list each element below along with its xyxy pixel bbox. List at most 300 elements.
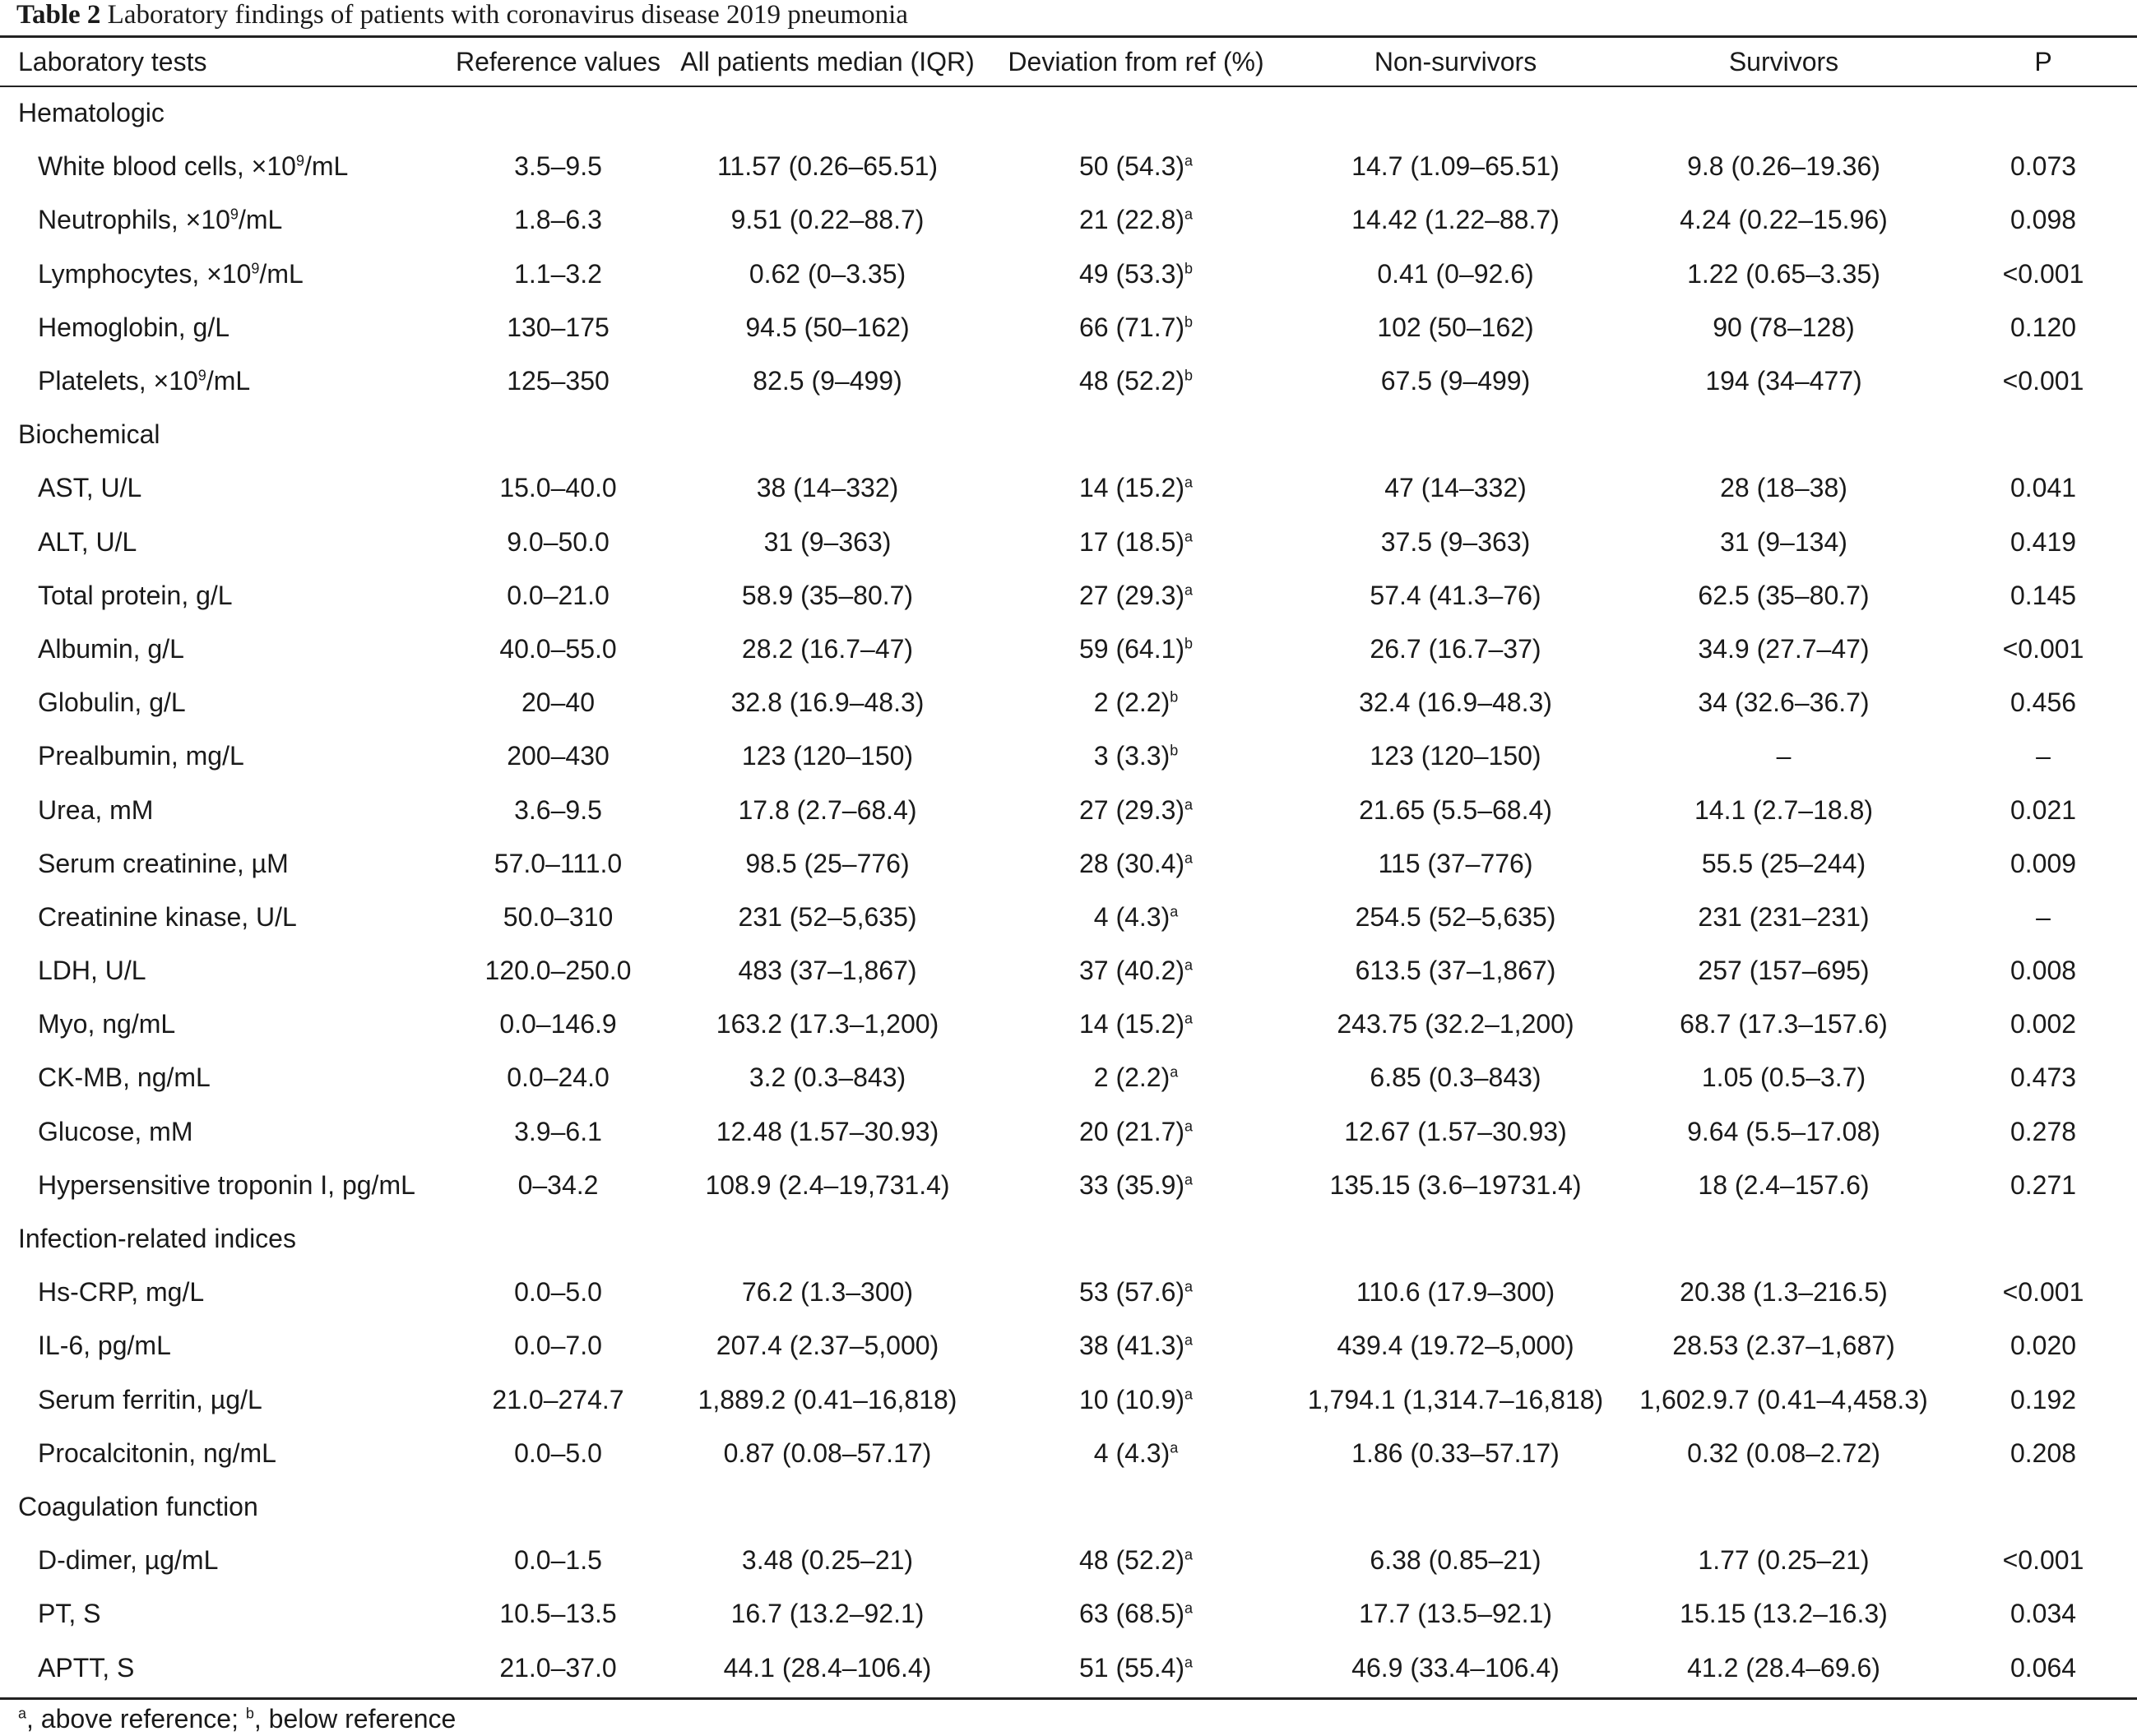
empty-cell [1949, 1480, 2137, 1534]
reference-value-cell: 0.0–146.9 [499, 1009, 617, 1039]
deviation-value: 17 (18.5) [1078, 526, 1185, 557]
deviation-cell [979, 461, 1293, 515]
non-survivors-cell: 123 (120–150) [1370, 741, 1541, 771]
all-patients-cell: 17.8 (2.7–68.4) [738, 794, 917, 825]
table-row [0, 354, 2137, 408]
deviation-flag: a [1184, 1546, 1194, 1563]
deviation-cell [979, 1319, 1293, 1373]
p-value-cell: 0.456 [2010, 687, 2077, 718]
test-name: Myo, ng/mL [38, 1009, 176, 1039]
p-value-cell: 0.008 [2010, 956, 2077, 986]
section-label: Coagulation function [18, 1491, 258, 1521]
deviation-value: 14 (15.2) [1078, 1009, 1185, 1039]
empty-cell [440, 408, 676, 461]
non-survivors-cell: 6.85 (0.3–843) [1370, 1062, 1541, 1093]
test-name: Creatinine kinase, U/L [38, 901, 297, 932]
test-name-cell [0, 354, 440, 408]
table-row [0, 516, 2137, 569]
survivors-cell: 68.7 (17.3–157.6) [1680, 1009, 1888, 1039]
footnote-mark-a: a [18, 1705, 27, 1722]
deviation-value: 33 (35.9) [1078, 1169, 1185, 1200]
non-survivors-cell: 26.7 (16.7–37) [1370, 633, 1541, 664]
deviation-cell [979, 623, 1293, 676]
deviation-value: 48 (52.2) [1078, 1545, 1185, 1576]
test-name-cell [0, 516, 440, 569]
non-survivors-cell: 57.4 (41.3–76) [1370, 580, 1541, 610]
test-name: Total protein, g/L [38, 580, 233, 610]
header-p-value: P [2034, 46, 2052, 76]
deviation-cell [979, 1427, 1293, 1480]
non-survivors-cell: 14.42 (1.22–88.7) [1351, 205, 1560, 235]
deviation-value: 50 (54.3) [1078, 151, 1185, 182]
table-row [0, 1319, 2137, 1373]
table-row [0, 193, 2137, 247]
non-survivors-cell: 110.6 (17.9–300) [1356, 1277, 1555, 1308]
reference-value-cell: 9.0–50.0 [507, 526, 610, 557]
deviation-value: 49 (53.3) [1078, 258, 1185, 289]
table-footnote [18, 1702, 456, 1735]
unit-suffix: /mL [238, 205, 283, 235]
empty-cell [1618, 1480, 1949, 1534]
footnote-text-a: , above reference; [26, 1704, 246, 1734]
survivors-cell: 31 (9–134) [1720, 526, 1847, 557]
deviation-cell [979, 301, 1293, 354]
deviation-flag: a [1184, 956, 1194, 974]
section-label: Hematologic [18, 98, 165, 128]
all-patients-cell: 1,889.2 (0.41–16,818) [698, 1384, 957, 1414]
deviation-flag: a [1184, 849, 1194, 867]
reference-value-cell: 3.5–9.5 [514, 151, 602, 182]
survivors-cell: 1,602.9.7 (0.41–4,458.3) [1639, 1384, 1928, 1414]
deviation-flag: a [1184, 527, 1194, 544]
deviation-value: 27 (29.3) [1078, 580, 1185, 610]
deviation-flag: b [1170, 688, 1179, 706]
non-survivors-cell: 439.4 (19.72–5,000) [1337, 1331, 1574, 1361]
p-value-cell: 0.064 [2010, 1652, 2077, 1683]
test-name: PT, S [38, 1599, 101, 1629]
all-patients-cell: 94.5 (50–162) [745, 312, 910, 342]
deviation-flag: a [1184, 1385, 1194, 1402]
test-name-cell [0, 891, 440, 944]
deviation-cell [979, 193, 1293, 247]
footnote-text-b: , below reference [253, 1704, 457, 1734]
table-row [0, 1587, 2137, 1641]
test-name: Serum creatinine, µM [38, 848, 289, 878]
table-row [0, 1051, 2137, 1104]
survivors-cell: – [1776, 741, 1792, 771]
all-patients-cell: 0.62 (0–3.35) [749, 258, 906, 289]
test-name: ALT, U/L [38, 526, 137, 557]
all-patients-cell: 98.5 (25–776) [745, 848, 910, 878]
deviation-flag: b [1184, 260, 1194, 276]
reference-value-cell: 15.0–40.0 [499, 473, 617, 503]
p-value-cell: 0.041 [2010, 473, 2077, 503]
deviation-cell [979, 944, 1293, 998]
deviation-value: 48 (52.2) [1078, 366, 1185, 396]
deviation-cell [979, 1534, 1293, 1587]
empty-cell [1949, 408, 2137, 461]
p-value-cell: 0.278 [2010, 1116, 2077, 1146]
p-value-cell: – [2036, 901, 2051, 932]
unit-suffix: /mL [304, 151, 349, 182]
deviation-value: 27 (29.3) [1078, 794, 1185, 825]
p-value-cell: <0.001 [2002, 258, 2084, 289]
all-patients-cell: 44.1 (28.4–106.4) [723, 1652, 932, 1683]
reference-value-cell: 0.0–5.0 [514, 1277, 602, 1308]
reference-value-cell: 0.0–21.0 [507, 580, 610, 610]
p-value-cell: 0.120 [2010, 312, 2077, 342]
non-survivors-cell: 613.5 (37–1,867) [1355, 956, 1556, 986]
test-name-cell [0, 676, 440, 729]
deviation-flag: a [1170, 1063, 1179, 1081]
test-name-cell [0, 140, 440, 193]
test-name-cell [0, 1587, 440, 1641]
all-patients-cell: 108.9 (2.4–19,731.4) [705, 1169, 950, 1200]
test-name: Hs-CRP, mg/L [38, 1277, 205, 1308]
all-patients-cell: 163.2 (17.3–1,200) [716, 1009, 939, 1039]
test-name-cell [0, 729, 440, 783]
test-name-cell [0, 569, 440, 623]
table-title: Laboratory findings of patients with coronavirus disease 2019 pneumonia [107, 0, 908, 30]
deviation-value: 20 (21.7) [1078, 1116, 1185, 1146]
all-patients-cell: 58.9 (35–80.7) [741, 580, 914, 610]
empty-cell [1618, 408, 1949, 461]
non-survivors-cell: 21.65 (5.5–68.4) [1359, 794, 1552, 825]
survivors-cell: 41.2 (28.4–69.6) [1687, 1652, 1880, 1683]
non-survivors-cell: 0.41 (0–92.6) [1377, 258, 1534, 289]
survivors-cell: 9.8 (0.26–19.36) [1687, 151, 1880, 182]
p-value-cell: <0.001 [2002, 633, 2084, 664]
survivors-cell: 55.5 (25–244) [1701, 848, 1866, 878]
test-name-cell [0, 1266, 440, 1319]
deviation-flag: a [1184, 474, 1194, 491]
test-name: Procalcitonin, ng/mL [38, 1437, 276, 1468]
p-value-cell: – [2036, 741, 2051, 771]
deviation-cell [979, 516, 1293, 569]
survivors-cell: 1.05 (0.5–3.7) [1701, 1062, 1866, 1093]
deviation-flag: b [1184, 367, 1194, 384]
empty-cell [979, 1480, 1293, 1534]
survivors-cell: 28.53 (2.37–1,687) [1672, 1331, 1895, 1361]
table-row [0, 569, 2137, 623]
deviation-cell [979, 1051, 1293, 1104]
footnote-mark-b: b [245, 1705, 254, 1722]
table-row [0, 1373, 2137, 1427]
reference-value-cell: 0.0–1.5 [514, 1545, 602, 1576]
non-survivors-cell: 17.7 (13.5–92.1) [1359, 1599, 1552, 1629]
section-row [0, 86, 2137, 140]
empty-cell [1949, 86, 2137, 140]
table-number: Table 2 [16, 0, 101, 30]
deviation-cell [979, 1266, 1293, 1319]
table-row [0, 1641, 2137, 1694]
test-name-cell [0, 1319, 440, 1373]
all-patients-cell: 11.57 (0.26–65.51) [716, 151, 939, 182]
non-survivors-cell: 67.5 (9–499) [1380, 366, 1531, 396]
header-laboratory-tests: Laboratory tests [18, 46, 207, 76]
reference-value-cell: 0.0–5.0 [514, 1437, 602, 1468]
header-reference-values: Reference values [455, 46, 661, 76]
survivors-cell: 257 (157–695) [1698, 956, 1870, 986]
survivors-cell: 9.64 (5.5–17.08) [1687, 1116, 1880, 1146]
test-name-cell [0, 783, 440, 836]
unit-exponent: 9 [197, 367, 206, 384]
all-patients-cell: 31 (9–363) [763, 526, 892, 557]
deviation-cell [979, 354, 1293, 408]
deviation-flag: a [1184, 1653, 1194, 1670]
deviation-cell [979, 1105, 1293, 1159]
test-name: Lymphocytes, ×10 [38, 258, 252, 289]
test-name-cell [0, 248, 440, 301]
non-survivors-cell: 102 (50–162) [1377, 312, 1534, 342]
all-patients-cell: 32.8 (16.9–48.3) [730, 687, 925, 718]
non-survivors-cell: 37.5 (9–363) [1380, 526, 1531, 557]
table-row [0, 1105, 2137, 1159]
deviation-flag: a [1184, 795, 1194, 812]
all-patients-cell: 9.51 (0.22–88.7) [730, 205, 925, 235]
survivors-cell: 18 (2.4–157.6) [1698, 1169, 1870, 1200]
test-name-cell [0, 1641, 440, 1694]
survivors-cell: 1.77 (0.25–21) [1698, 1545, 1870, 1576]
non-survivors-cell: 46.9 (33.4–106.4) [1351, 1652, 1560, 1683]
non-survivors-cell: 14.7 (1.09–65.51) [1351, 151, 1560, 182]
test-name-cell [0, 998, 440, 1051]
survivors-cell: 28 (18–38) [1720, 473, 1847, 503]
deviation-value: 2 (2.2) [1093, 1062, 1170, 1093]
test-name-cell [0, 1534, 440, 1587]
table-row [0, 837, 2137, 891]
header-survivors: Survivors [1728, 46, 1839, 76]
deviation-value: 66 (71.7) [1078, 312, 1185, 342]
test-name-cell [0, 193, 440, 247]
test-name-cell [0, 837, 440, 891]
test-name: Urea, mM [38, 794, 154, 825]
reference-value-cell: 3.9–6.1 [514, 1116, 602, 1146]
reference-value-cell: 40.0–55.0 [499, 633, 617, 664]
test-name: Prealbumin, mg/L [38, 741, 244, 771]
reference-value-cell: 200–430 [507, 741, 610, 771]
table-row [0, 998, 2137, 1051]
all-patients-cell: 76.2 (1.3–300) [741, 1277, 914, 1308]
deviation-cell [979, 783, 1293, 836]
deviation-flag: a [1184, 581, 1194, 599]
table-row [0, 1159, 2137, 1212]
p-value-cell: 0.473 [2010, 1062, 2077, 1093]
reference-value-cell: 1.8–6.3 [514, 205, 602, 235]
header-all-patients: All patients median (IQR) [680, 46, 975, 76]
deviation-flag: a [1184, 1331, 1194, 1349]
table-row [0, 729, 2137, 783]
header-deviation: Deviation from ref (%) [1008, 46, 1264, 76]
section-label: Biochemical [18, 419, 160, 450]
deviation-value: 10 (10.9) [1078, 1384, 1185, 1414]
section-label: Infection-related indices [18, 1224, 296, 1254]
deviation-cell [979, 1373, 1293, 1427]
deviation-flag: a [1184, 1010, 1194, 1027]
all-patients-cell: 16.7 (13.2–92.1) [730, 1599, 925, 1629]
deviation-value: 2 (2.2) [1093, 687, 1170, 718]
non-survivors-cell: 12.67 (1.57–30.93) [1344, 1116, 1567, 1146]
table-row [0, 623, 2137, 676]
all-patients-cell: 207.4 (2.37–5,000) [716, 1331, 939, 1361]
deviation-value: 38 (41.3) [1078, 1331, 1185, 1361]
test-name-cell [0, 1427, 440, 1480]
empty-cell [1618, 86, 1949, 140]
unit-suffix: /mL [206, 366, 251, 396]
p-value-cell: 0.034 [2010, 1599, 2077, 1629]
deviation-cell [979, 676, 1293, 729]
p-value-cell: 0.419 [2010, 526, 2077, 557]
empty-cell [1949, 1212, 2137, 1266]
deviation-flag: a [1184, 152, 1194, 169]
reference-value-cell: 3.6–9.5 [514, 794, 602, 825]
unit-exponent: 9 [229, 206, 239, 223]
unit-exponent: 9 [251, 260, 260, 276]
p-value-cell: <0.001 [2002, 366, 2084, 396]
empty-cell [1293, 408, 1618, 461]
header-row [0, 37, 2137, 86]
table-row [0, 140, 2137, 193]
table-row [0, 248, 2137, 301]
all-patients-cell: 38 (14–332) [756, 473, 899, 503]
p-value-cell: 0.020 [2010, 1331, 2077, 1361]
p-value-cell: 0.073 [2010, 151, 2077, 182]
lab-findings-table [0, 37, 2137, 1695]
deviation-cell [979, 248, 1293, 301]
p-value-cell: <0.001 [2002, 1545, 2084, 1576]
p-value-cell: 0.098 [2010, 205, 2077, 235]
empty-cell [440, 1212, 676, 1266]
all-patients-cell: 123 (120–150) [741, 741, 914, 771]
section-row [0, 1212, 2137, 1266]
survivors-cell: 20.38 (1.3–216.5) [1680, 1277, 1888, 1308]
test-name: White blood cells, ×10 [38, 151, 296, 182]
deviation-value: 63 (68.5) [1078, 1599, 1185, 1629]
test-name: APTT, S [38, 1652, 135, 1683]
deviation-value: 21 (22.8) [1078, 205, 1185, 235]
table-row [0, 461, 2137, 515]
survivors-cell: 231 (231–231) [1698, 901, 1870, 932]
survivors-cell: 34 (32.6–36.7) [1698, 687, 1870, 718]
deviation-cell [979, 1159, 1293, 1212]
non-survivors-cell: 135.15 (3.6–19731.4) [1329, 1169, 1582, 1200]
section-row [0, 408, 2137, 461]
table-row [0, 1266, 2137, 1319]
deviation-cell [979, 569, 1293, 623]
survivors-cell: 194 (34–477) [1705, 366, 1862, 396]
empty-cell [979, 86, 1293, 140]
deviation-cell [979, 998, 1293, 1051]
deviation-flag: a [1184, 1599, 1194, 1617]
table-row [0, 891, 2137, 944]
deviation-flag: a [1184, 1171, 1194, 1188]
test-name: Glucose, mM [38, 1116, 193, 1146]
empty-cell [1293, 86, 1618, 140]
reference-value-cell: 130–175 [507, 312, 610, 342]
reference-value-cell: 120.0–250.0 [484, 956, 632, 986]
deviation-value: 59 (64.1) [1078, 633, 1185, 664]
survivors-cell: 4.24 (0.22–15.96) [1680, 205, 1888, 235]
all-patients-cell: 12.48 (1.57–30.93) [716, 1116, 939, 1146]
survivors-cell: 90 (78–128) [1713, 312, 1855, 342]
empty-cell [440, 1480, 676, 1534]
bottom-rule [0, 1697, 2137, 1700]
test-name: Hemoglobin, g/L [38, 312, 230, 342]
deviation-flag: b [1184, 635, 1194, 652]
deviation-flag: a [1184, 1278, 1194, 1295]
deviation-value: 28 (30.4) [1078, 848, 1185, 878]
test-name: Globulin, g/L [38, 687, 186, 718]
survivors-cell: 34.9 (27.7–47) [1698, 633, 1870, 664]
all-patients-cell: 3.48 (0.25–21) [741, 1545, 914, 1576]
non-survivors-cell: 1.86 (0.33–57.17) [1351, 1437, 1560, 1468]
empty-cell [1293, 1480, 1618, 1534]
empty-cell [676, 1480, 979, 1534]
reference-value-cell: 0–34.2 [517, 1169, 599, 1200]
table-row [0, 301, 2137, 354]
test-name-cell [0, 1159, 440, 1212]
test-name: Hypersensitive troponin I, pg/mL [38, 1169, 415, 1200]
deviation-value: 4 (4.3) [1093, 901, 1170, 932]
deviation-cell [979, 891, 1293, 944]
survivors-cell: 1.22 (0.65–3.35) [1687, 258, 1880, 289]
p-value-cell: 0.271 [2010, 1169, 2077, 1200]
deviation-cell [979, 140, 1293, 193]
empty-cell [440, 86, 676, 140]
deviation-flag: b [1170, 742, 1179, 759]
test-name-cell [0, 461, 440, 515]
deviation-cell [979, 1587, 1293, 1641]
p-value-cell: 0.021 [2010, 794, 2077, 825]
test-name-cell [0, 1105, 440, 1159]
survivors-cell: 15.15 (13.2–16.3) [1680, 1599, 1888, 1629]
reference-value-cell: 20–40 [522, 687, 595, 718]
deviation-value: 14 (15.2) [1078, 473, 1185, 503]
test-name-cell [0, 301, 440, 354]
deviation-cell [979, 837, 1293, 891]
reference-value-cell: 21.0–37.0 [499, 1652, 617, 1683]
non-survivors-cell: 1,794.1 (1,314.7–16,818) [1307, 1384, 1604, 1414]
empty-cell [979, 1212, 1293, 1266]
deviation-flag: a [1184, 1118, 1194, 1134]
deviation-flag: a [1170, 903, 1179, 920]
unit-exponent: 9 [295, 152, 304, 169]
all-patients-cell: 0.87 (0.08–57.17) [723, 1437, 932, 1468]
test-name: Neutrophils, ×10 [38, 205, 230, 235]
deviation-flag: a [1170, 1439, 1179, 1456]
test-name-cell [0, 1373, 440, 1427]
header-non-survivors: Non-survivors [1374, 46, 1537, 76]
all-patients-cell: 28.2 (16.7–47) [741, 633, 914, 664]
non-survivors-cell: 115 (37–776) [1378, 848, 1533, 878]
test-name-cell [0, 944, 440, 998]
p-value-cell: 0.009 [2010, 848, 2077, 878]
unit-suffix: /mL [259, 258, 304, 289]
deviation-value: 3 (3.3) [1093, 741, 1170, 771]
table-caption [16, 0, 908, 33]
table-row [0, 676, 2137, 729]
table-body [0, 86, 2137, 1695]
deviation-flag: b [1184, 313, 1194, 331]
empty-cell [979, 408, 1293, 461]
reference-value-cell: 21.0–274.7 [492, 1384, 624, 1414]
empty-cell [676, 408, 979, 461]
table-row [0, 783, 2137, 836]
deviation-value: 4 (4.3) [1093, 1437, 1170, 1468]
reference-value-cell: 0.0–24.0 [507, 1062, 610, 1093]
test-name: Albumin, g/L [38, 633, 184, 664]
table-row [0, 1427, 2137, 1480]
